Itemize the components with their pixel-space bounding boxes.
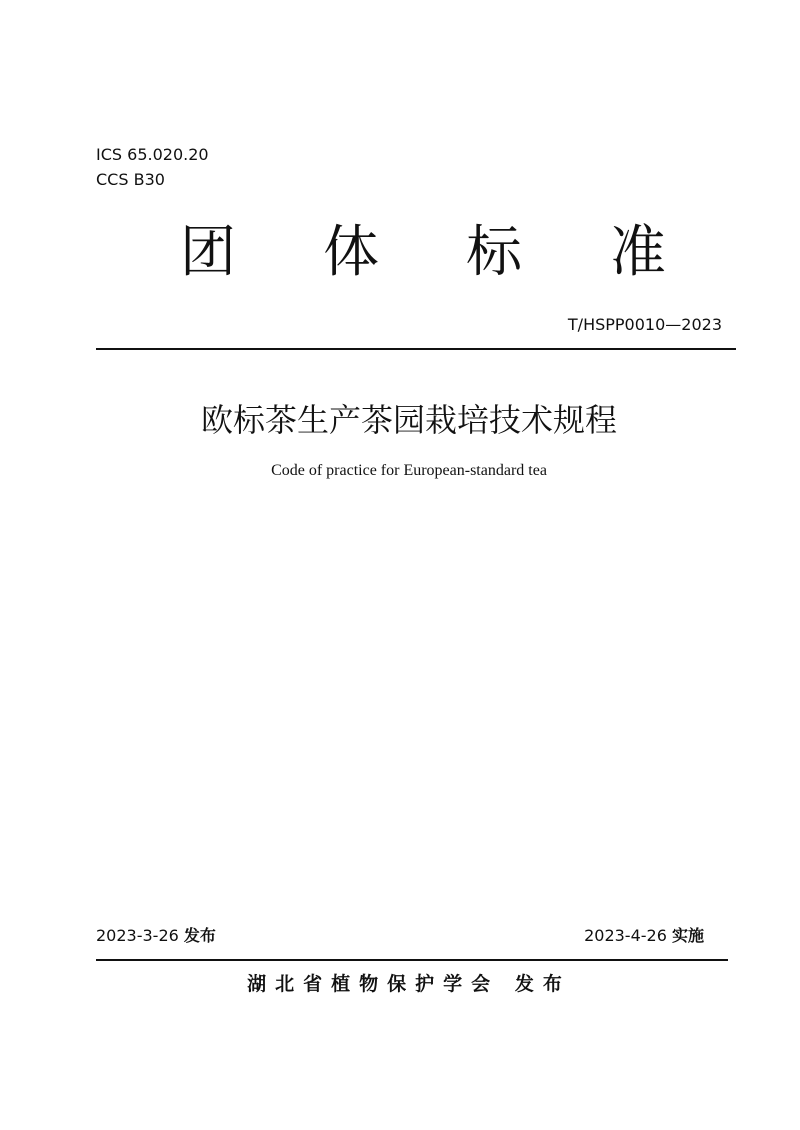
publish-label: 发布 xyxy=(183,926,216,945)
publish-date: 2023-3-26 xyxy=(96,926,179,945)
standard-number: T/HSPP0010—2023 xyxy=(567,315,722,334)
document-title-chinese: 欧标茶生产茶园栽培技术规程 xyxy=(200,401,617,439)
publisher-line xyxy=(0,970,800,998)
implement-date-line xyxy=(584,925,704,947)
implement-label: 实施 xyxy=(671,926,704,945)
publisher-name: 湖北省植物保护学会 xyxy=(247,973,500,995)
standard-type-char-3: 标 xyxy=(466,220,522,285)
standard-type-char-2: 体 xyxy=(323,220,379,285)
top-divider xyxy=(96,348,736,350)
ccs-code: CCS B30 xyxy=(96,170,165,189)
ics-code: ICS 65.020.20 xyxy=(96,145,209,164)
publish-date-line xyxy=(96,925,216,947)
standard-type-char-4: 准 xyxy=(610,220,666,285)
bottom-divider xyxy=(96,959,728,961)
publisher-suffix: 发布 xyxy=(514,973,571,995)
standard-type-char-1: 团 xyxy=(180,220,236,285)
implement-date: 2023-4-26 xyxy=(584,926,667,945)
document-title-english: Code of practice for European-standard tea xyxy=(271,462,547,479)
